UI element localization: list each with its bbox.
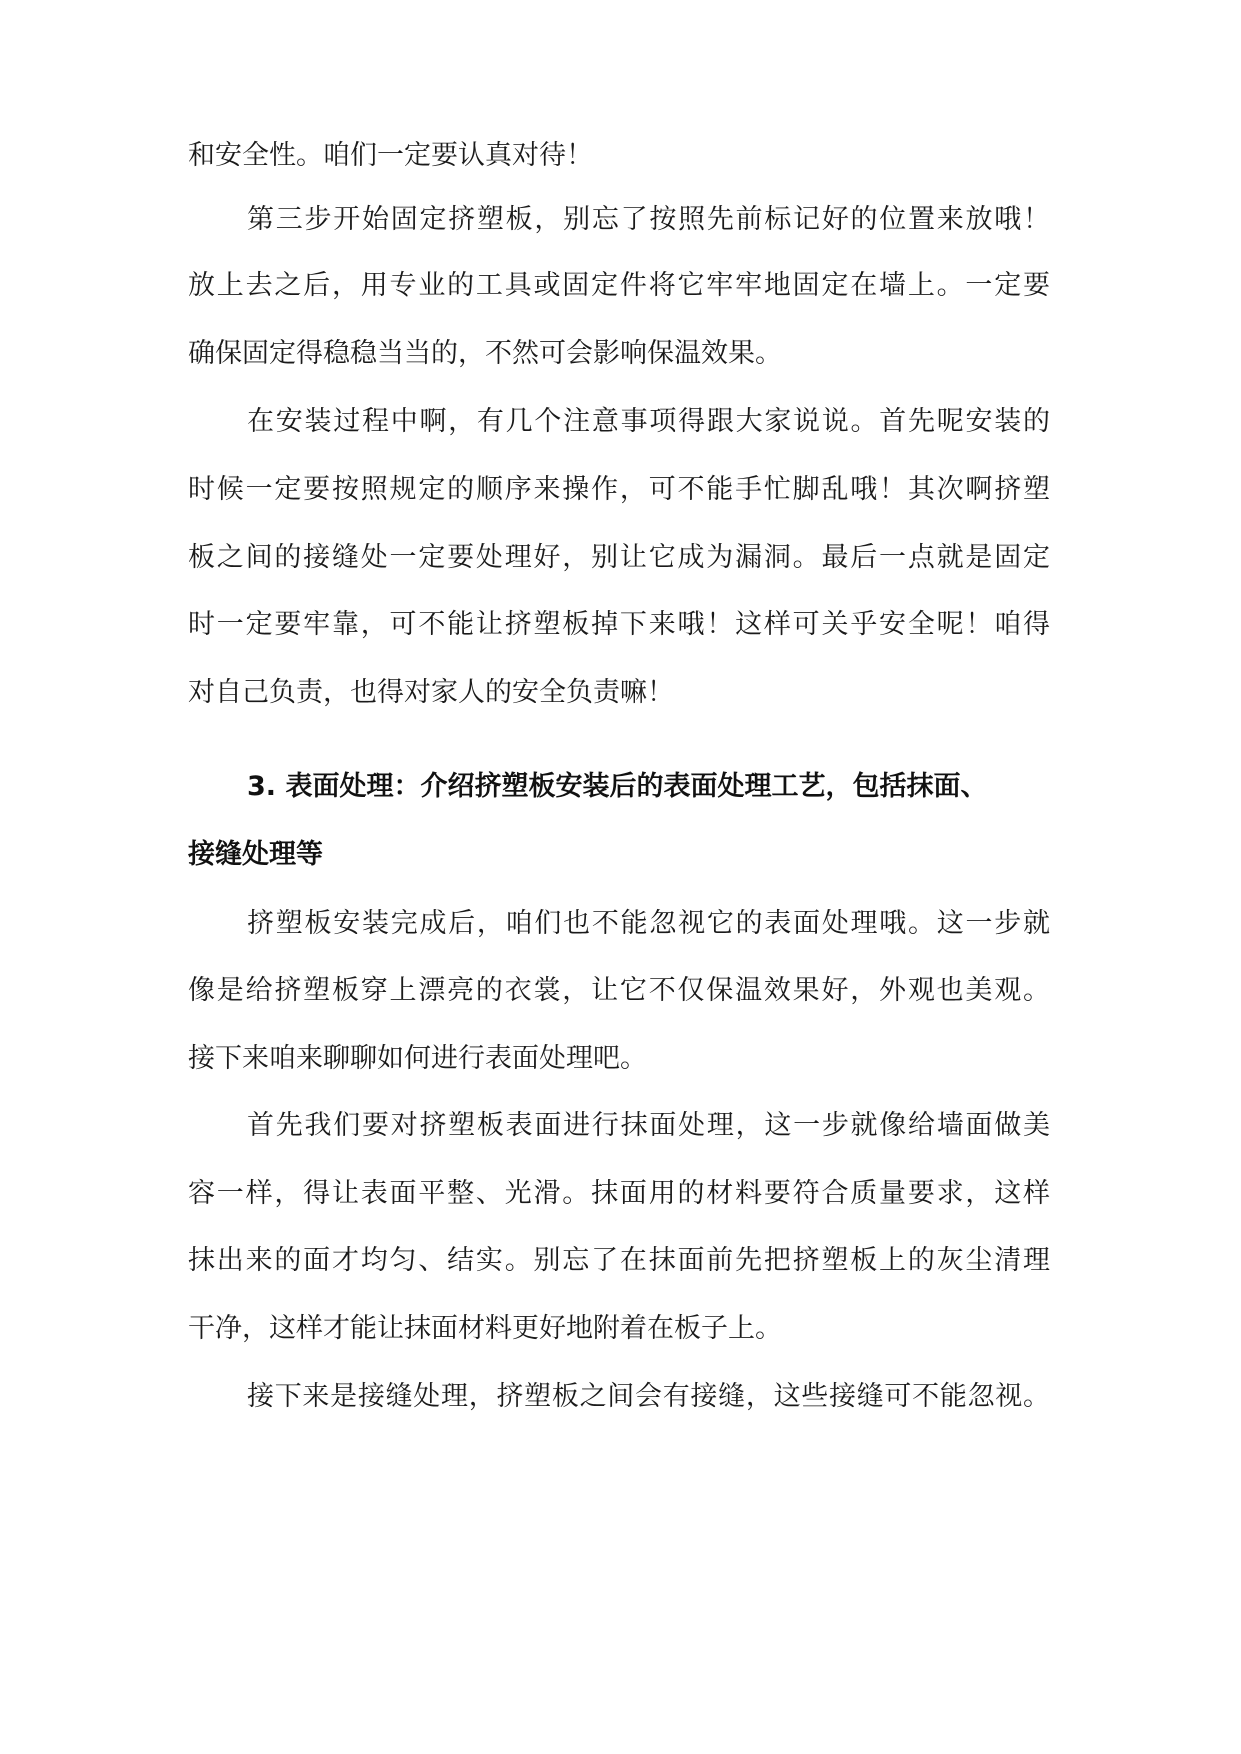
section-heading-continued: 接缝处理等: [188, 839, 323, 870]
text-line: 接下来咱来聊聊如何进行表面处理吧。: [188, 1043, 647, 1074]
paragraph-start-line: 接下来是接缝处理，挤塑板之间会有接缝，这些接缝可不能忽视。: [247, 1381, 1050, 1412]
text-line: 对自己负责，也得对家人的安全负责嘛！: [188, 677, 674, 708]
text-line: 和安全性。咱们一定要认真对待！: [188, 140, 593, 171]
text-line: 容一样，得让表面平整、光滑。抹面用的材料要符合质量要求，这样: [188, 1178, 1050, 1209]
text-line: 像是给挤塑板穿上漂亮的衣裳，让它不仅保温效果好，外观也美观。: [188, 975, 1050, 1006]
section-heading: 3. 表面处理：介绍挤塑板安装后的表面处理工艺，包括抹面、: [247, 771, 988, 802]
text-line: 抹出来的面才均匀、结实。别忘了在抹面前先把挤塑板上的灰尘清理: [188, 1245, 1050, 1276]
paragraph-start-line: 在安装过程中啊，有几个注意事项得跟大家说说。首先呢安装的: [247, 406, 1050, 437]
text-line: 板之间的接缝处一定要处理好，别让它成为漏洞。最后一点就是固定: [188, 542, 1050, 573]
paragraph-start-line: 挤塑板安装完成后，咱们也不能忽视它的表面处理哦。这一步就: [247, 908, 1050, 939]
text-line: 时一定要牢靠，可不能让挤塑板掉下来哦！这样可关乎安全呢！咱得: [188, 609, 1050, 640]
text-line: 时候一定要按照规定的顺序来操作，可不能手忙脚乱哦！其次啊挤塑: [188, 474, 1050, 505]
paragraph-start-line: 第三步开始固定挤塑板，别忘了按照先前标记好的位置来放哦！: [247, 204, 1050, 235]
text-line: 干净，这样才能让抹面材料更好地附着在板子上。: [188, 1313, 782, 1344]
paragraph-start-line: 首先我们要对挤塑板表面进行抹面处理，这一步就像给墙面做美: [247, 1110, 1050, 1141]
text-line: 确保固定得稳稳当当的，不然可会影响保温效果。: [188, 338, 782, 369]
text-line: 放上去之后，用专业的工具或固定件将它牢牢地固定在墙上。一定要: [188, 270, 1050, 301]
